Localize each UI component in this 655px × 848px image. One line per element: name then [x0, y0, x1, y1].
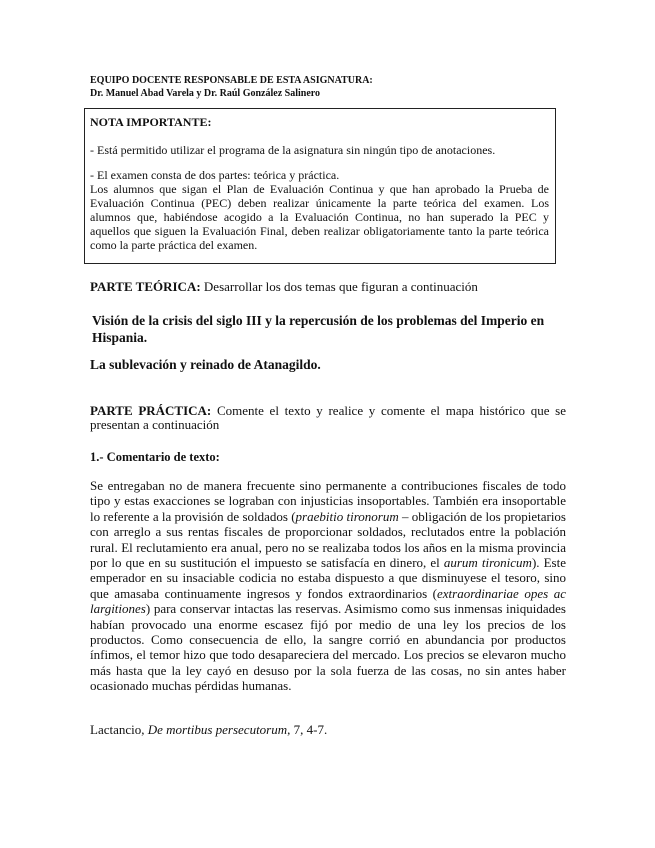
note-item-parts: - El examen consta de dos partes: teórica y práctica.	[90, 168, 340, 182]
commentary-text	[90, 478, 566, 694]
latin-term: aurum tironicum	[443, 555, 532, 571]
theory-topic-2: La sublevación y reinado de Atanagildo.	[90, 357, 321, 372]
practice-label: PARTE PRÁCTICA:	[90, 403, 212, 418]
text-citation	[90, 722, 327, 738]
text-segment: – obligación de los propietarios con arreglo a sus rentas fiscales de proporcionar soldados, reclutados entre la población rural. El reclutamiento era anual, pero no se realizaba todos los años en la misma provincia por lo que en su sustitución el impuesto se satisfacía en dinero, el	[90, 508, 566, 571]
theory-text: Desarrollar los dos temas que figuran a continuación	[200, 279, 478, 294]
header-team-label: EQUIPO DOCENTE RESPONSABLE DE ESTA ASIGNATURA:	[90, 75, 373, 86]
commentary-heading: 1.- Comentario de texto:	[90, 450, 220, 464]
latin-term: praebitio tironorum	[295, 508, 399, 524]
exam-header	[90, 74, 570, 100]
theory-topic-1: Visión de la crisis del siglo III y la repercusión de los problemas del Imperio en Hispania.	[92, 313, 545, 345]
practice-instructions	[90, 404, 566, 432]
practice-text: Comente el texto y realice y comente el mapa histórico que se presentan a continuación	[90, 403, 567, 432]
note-body: Los alumnos que sigan el Plan de Evaluación Continua y que han aprobado la Prueba de Evaluación Continua (PEC) deben realizar únicamente la parte teórica del examen. Los alumnos que, habiéndose acogido a la Evaluación Continua, no han superado la PEC y aquellos que siguen la Evaluación Final, deben realizar obligatoriamente tanto la parte teórica como la parte práctica del examen.	[90, 182, 549, 252]
text-segment: ) para conservar intactas las reservas. Asimismo como sus inmensas iniquidades habían provocado una enorme escasez fijó por medio de una ley los precios de los productos. Como consecuencia de ello, la sangre corrió en abundancia por productos ínfimos, el temor hizo que todo desapareciera del mercado. Los precios se elevaron mucho más hasta que la ley cayó en desuso por la sola fuerza de las cosas, no sin antes haber ocasionado muchas pérdidas humanas.	[90, 601, 566, 694]
theory-instructions	[90, 279, 568, 295]
text-segment: Se entregaban no de manera frecuente sino permanente a contribuciones fiscales de todo tipo y estas exacciones se lograban con injusticias insoportables. También era insoportable lo referente a la provisión de soldados (	[90, 478, 566, 524]
header-teachers: Dr. Manuel Abad Varela y Dr. Raúl González Salinero	[90, 88, 321, 99]
citation-work: De mortibus persecutorum	[147, 722, 288, 737]
note-item-program: - Está permitido utilizar el programa de la asignatura sin ningún tipo de anotaciones.	[90, 143, 496, 157]
latin-term: extraordinariae opes ac largitiones	[90, 585, 566, 617]
note-title: NOTA IMPORTANTE:	[90, 115, 212, 129]
citation-ref: , 7, 4-7.	[287, 722, 328, 737]
theory-label: PARTE TEÓRICA:	[90, 279, 201, 294]
citation-author: Lactancio,	[90, 722, 148, 737]
important-note-box	[84, 108, 556, 264]
text-segment: ). Este emperador en su insaciable codicia no estaba dispuesto a que disminuyese el tesoro, sino que amasaba continuamente ingresos y fondos extraordinarios (	[90, 555, 566, 601]
